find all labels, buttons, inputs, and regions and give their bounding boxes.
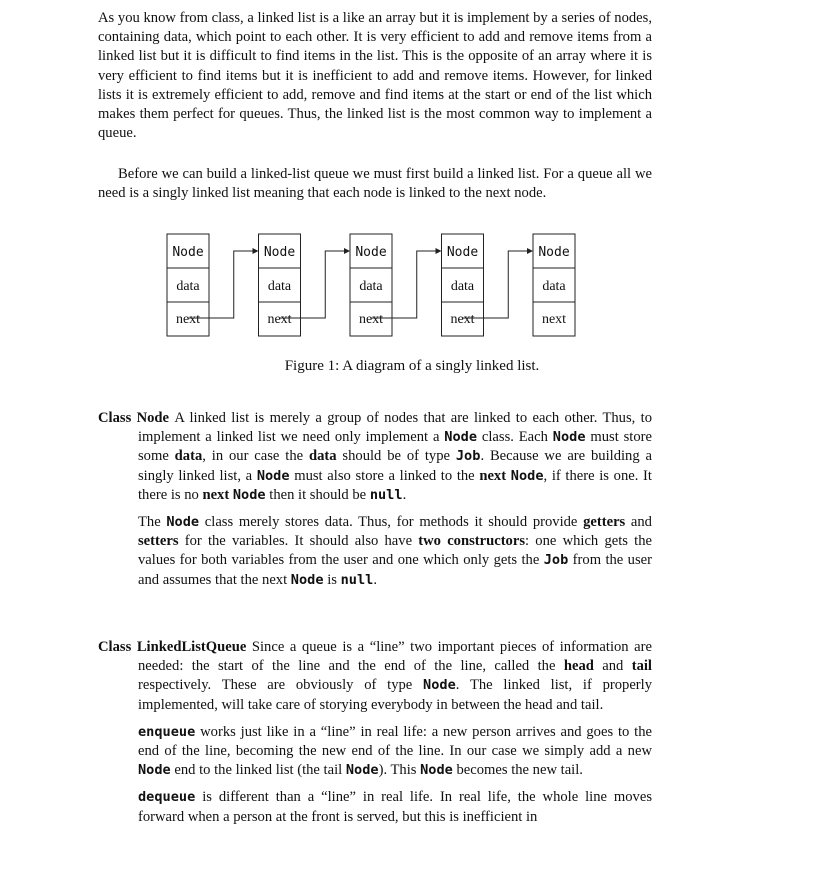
class-node-paragraph-2 [138, 513, 652, 590]
bold-term: getters [583, 514, 626, 531]
node-title: Node [446, 245, 479, 260]
node-next-label: next [175, 312, 201, 327]
text-run: : one which gets the values for both variables from the user and one which only gets the [138, 533, 652, 569]
text-run: should be of type [336, 448, 456, 465]
linked-list-diagram [0, 226, 824, 346]
text-run: . [402, 486, 407, 503]
class-node-section [98, 409, 652, 590]
text-run: becomes the new tail. [452, 762, 583, 779]
text-run: class merely stores data. Thus, for methods it should provide [199, 514, 584, 531]
code-term: Node [423, 677, 456, 694]
text-run: . Because we are building a singly linked list, a [138, 448, 652, 484]
code-term: Node [166, 514, 200, 531]
code-term: Node [510, 467, 544, 484]
code-term: null [369, 486, 403, 503]
dequeue-paragraph [138, 788, 652, 826]
text-run: ). This [378, 762, 421, 779]
node-title: Node [538, 245, 570, 260]
code-term: Node [444, 429, 478, 446]
bold-term: two constructors [418, 533, 526, 550]
code-term: Node [256, 467, 290, 484]
bold-term: tail [631, 658, 652, 675]
text-run: for the variables. It should also have [178, 533, 419, 550]
node-next-label: next [267, 312, 292, 327]
bold-term: data [174, 448, 203, 465]
class-node-paragraph-1 [98, 409, 653, 505]
node-title: Node [355, 245, 387, 260]
node-data-label: data [176, 279, 200, 294]
class-queue-paragraph-1 [98, 638, 653, 715]
node-next-label: next [450, 312, 475, 327]
code-term: null [340, 571, 374, 588]
text-run: is different than a “line” in real life. In real life, the whole line moves forward when a person at the front is served, but this is inefficient in [138, 789, 652, 825]
node-data-label: data [267, 279, 292, 294]
bold-term: data [308, 448, 337, 465]
text-run: and [593, 658, 632, 675]
code-term: Job [543, 552, 569, 569]
pointer-arrow-head [344, 248, 350, 254]
text-run: The [138, 514, 167, 531]
text-run: . The linked list, if properly implemented, will take care of storying everybody in between the head and tail. [138, 677, 653, 713]
node-data-label: data [450, 279, 475, 294]
pointer-arrow-head [253, 248, 259, 254]
text-run: respectively. These are obviously of type [138, 677, 424, 694]
code-term: Job [455, 448, 481, 465]
node-next-label: next [358, 312, 384, 327]
node-title: Node [172, 245, 204, 260]
node-title: Node [263, 245, 296, 260]
code-term: dequeue [138, 789, 196, 806]
enqueue-paragraph [138, 723, 652, 781]
class-node-term: Class Node [98, 410, 170, 426]
pointer-arrow-head [527, 248, 533, 254]
intro-paragraph-2: Before we can build a linked-list queue we must first build a linked list. For a queue all we need is a singly linked list meaning that each node is linked to the next node. [98, 166, 652, 202]
text-run: must also store a linked to the [289, 467, 480, 484]
code-term: Node [232, 486, 266, 503]
text-run: must store some [138, 429, 652, 465]
text-run: . [373, 571, 377, 588]
node-next-label: next [541, 312, 567, 327]
text-run: and [625, 514, 652, 531]
bold-term: setters [138, 533, 179, 550]
code-term: Node [138, 762, 171, 779]
text-run: then it should be [265, 486, 370, 503]
text-run: A linked list is merely a group of nodes that are linked to each other. Thus, to implement a linked list we need only implement a [138, 410, 653, 446]
code-term: Node [552, 429, 586, 446]
text-run: Since a queue is a “line” two important pieces of information are needed: the start of the line and the end of the line, called the [138, 639, 652, 675]
node-data-label: data [359, 279, 383, 294]
text-run: end to the linked list (the tail [170, 762, 346, 779]
pointer-arrow-head [436, 248, 442, 254]
text-run: is [323, 571, 341, 588]
bold-term: next [202, 486, 230, 503]
bold-term: next [479, 467, 507, 484]
node-data-label: data [542, 279, 566, 294]
text-run: , in our case the [202, 448, 309, 465]
text-run: works just like in a “line” in real life: a new person arrives and goes to the end of the line, becoming the new end of the line. In our case we simply add a new [138, 723, 652, 760]
code-term: enqueue [138, 723, 196, 740]
bold-term: head [563, 658, 594, 675]
intro-paragraph-1: As you know from class, a linked list is a like an array but it is implement by a series of nodes, containing data, which point to each other. It is very efficient to add and remove items from a linked list but it is difficult to find items in the list. This is the opposite of an array where it is very efficient to find items but it is inefficient to add and remove items. However, for linked lists it is extremely efficient to add, remove and find items at the start or end of the list which makes them perfect for queues. Thus, the linked list is the most common way to implement a queue. [98, 10, 652, 142]
figure-caption: Figure 1: A diagram of a singly linked list. [284, 358, 540, 374]
class-queue-term: Class LinkedListQueue [98, 639, 247, 655]
text-run: , if there is one. It there is no [138, 467, 652, 503]
class-linkedlistqueue-section [98, 638, 652, 827]
code-term: Node [420, 762, 453, 779]
text-run: from the user and assumes that the next [138, 552, 652, 588]
text-run: class. Each [477, 429, 553, 446]
code-term: Node [290, 571, 324, 588]
code-term: Node [345, 762, 379, 779]
